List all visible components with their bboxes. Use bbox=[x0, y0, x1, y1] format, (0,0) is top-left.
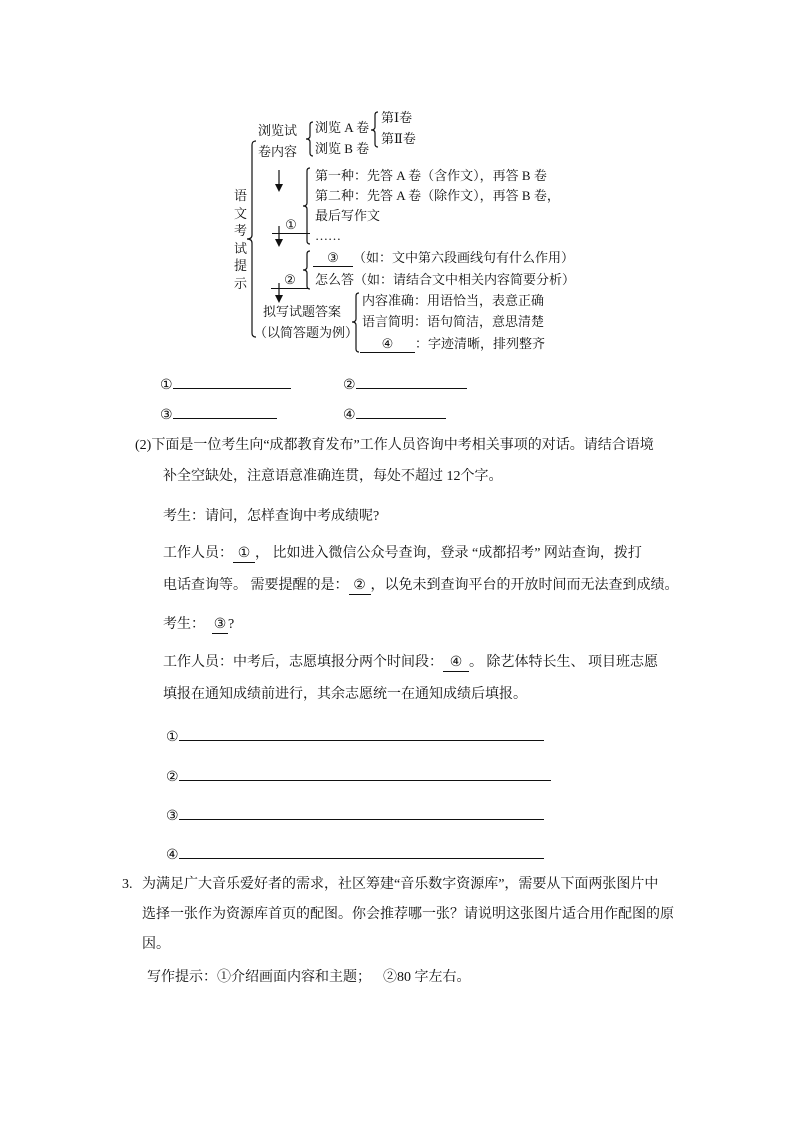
q2-answer-1-number: ① bbox=[166, 730, 179, 745]
q2-answer-3-number: ③ bbox=[166, 809, 179, 824]
dialogue-line-4-after: ? bbox=[228, 617, 235, 632]
q1-answer-3 bbox=[160, 403, 277, 426]
q3-writing-hint bbox=[147, 968, 471, 988]
how-to-answer: 怎么答（如：请结合文中相关内容简要分析） bbox=[315, 272, 576, 287]
answer-label-line-1: 拟写试题答案 bbox=[263, 304, 342, 319]
q1-answer-4-number: ④ bbox=[343, 408, 356, 423]
criteria-content: 内容准确：用语恰当，表意正确 bbox=[362, 293, 545, 308]
browse-label-line-2: 卷内容 bbox=[258, 144, 298, 159]
dialogue-line-5 bbox=[163, 653, 658, 673]
volume-1: 第Ⅰ卷 bbox=[381, 110, 413, 125]
down-arrow-icon-1 bbox=[275, 170, 283, 192]
answer-label-line-2: （以简答题为例） bbox=[254, 325, 359, 340]
q1-answer-1-number: ① bbox=[160, 378, 173, 393]
dialogue-line-5-before: 工作人员：中考后，志愿填报分两个时间段： bbox=[163, 655, 443, 670]
criteria-language: 语言简明：语句简洁，意思清楚 bbox=[362, 314, 545, 329]
q2-answer-2 bbox=[166, 765, 551, 788]
blank-3-label: ③ bbox=[313, 250, 353, 267]
browse-label-line-1: 浏览试 bbox=[258, 123, 298, 138]
order-option-2: 第二种：先答 A 卷（除作文），再答 B 卷， bbox=[315, 188, 560, 203]
diagram-blank-2 bbox=[258, 253, 309, 307]
order-option-ellipsis: …… bbox=[315, 228, 341, 243]
q1-answer-2-number: ② bbox=[343, 378, 356, 393]
dialogue-blank-2: ② bbox=[349, 578, 371, 595]
q2-answer-1-line bbox=[179, 725, 544, 741]
q1-answer-1-line bbox=[173, 373, 291, 389]
dialogue-line-2 bbox=[163, 544, 642, 564]
dialogue-line-6: 填报在通知成绩前进行，其余志愿统一在通知成绩后填报。 bbox=[163, 687, 527, 702]
q2-answer-3-line bbox=[179, 804, 544, 820]
blank-1-label: ① bbox=[272, 217, 310, 234]
q2-answer-4-line bbox=[179, 843, 544, 859]
dialogue-line-2-before: 工作人员： bbox=[163, 546, 233, 561]
dialogue-line-3 bbox=[163, 576, 679, 596]
main-brace bbox=[247, 141, 256, 337]
q3-hint-1: ①介绍画面内容和主题； bbox=[217, 970, 371, 985]
q2-prompt-text-1: 下面是一位考生向“成都教育发布”工作人员咨询中考相关事项的对话。请结合语境 bbox=[151, 438, 654, 453]
q1-answer-2 bbox=[343, 373, 467, 396]
blank-2-label: ② bbox=[271, 272, 309, 289]
q1-answer-3-line bbox=[173, 403, 277, 419]
dialogue-line-4-before: 考生： bbox=[163, 617, 212, 632]
q3-hint-2: ②80 字左右。 bbox=[383, 970, 471, 985]
blank-4-note: ：字迹清晰，排列整齐 bbox=[415, 336, 546, 351]
order-option-1: 第一种：先答 A 卷（含作文），再答 B 卷 bbox=[315, 168, 547, 183]
paper-b: 浏览 B 卷 bbox=[315, 141, 370, 156]
q2-answer-1 bbox=[166, 725, 544, 748]
q3-text-line-1: 为满足广大音乐爱好者的需求，社区筹建“音乐数字资源库”，需要从下面两张图片中 bbox=[142, 877, 659, 892]
paper-brace bbox=[306, 122, 313, 156]
q2-prompt-line-2: 补全空缺处，注意语意准确连贯，每处不超过 12个字。 bbox=[163, 469, 503, 484]
q2-prompt-line-1 bbox=[135, 436, 654, 456]
volume-2: 第Ⅱ卷 bbox=[381, 131, 416, 146]
dialogue-line-1: 考生：请问，怎样查询中考成绩呢? bbox=[163, 509, 380, 524]
q2-answer-2-line bbox=[179, 765, 551, 781]
q2-answer-4-number: ④ bbox=[166, 848, 179, 863]
diagram-vertical-title: 语文考试提示 bbox=[234, 188, 248, 291]
q2-number: (2) bbox=[135, 438, 152, 453]
q3-text-line-3: 因。 bbox=[142, 937, 170, 952]
q2-answer-3 bbox=[166, 804, 544, 827]
blank-3-note: （如：文中第六段画线句有什么作用） bbox=[353, 250, 575, 265]
q1-answer-3-number: ③ bbox=[160, 408, 173, 423]
q1-answer-1 bbox=[160, 373, 291, 396]
volume-brace bbox=[371, 112, 378, 147]
criteria-brace bbox=[352, 293, 359, 352]
criteria-blank-4-line bbox=[360, 335, 545, 353]
order-option-2-cont: 最后写作文 bbox=[315, 208, 381, 223]
q3-hint-label: 写作提示： bbox=[147, 970, 217, 985]
dialogue-line-3-before: 电话查询等。 需要提醒的是： bbox=[163, 578, 349, 593]
q2-answer-2-number: ② bbox=[166, 770, 179, 785]
q3-text-line-2: 选择一张作为资源库首页的配图。你会推荐哪一张？请说明这张图片适合用作配图的原 bbox=[142, 907, 674, 922]
dialogue-blank-1: ① bbox=[233, 546, 255, 563]
dialogue-blank-3: ③ bbox=[213, 617, 227, 632]
blank-4-label: ④ bbox=[360, 336, 415, 353]
q2-answer-4 bbox=[166, 843, 544, 866]
dialogue-blank-4: ④ bbox=[443, 655, 469, 672]
q3-number: 3. bbox=[122, 877, 133, 892]
q1-answer-4 bbox=[343, 403, 446, 426]
diagram-blank-1 bbox=[259, 198, 310, 252]
dialogue-line-3-after: ，以免未到查询平台的开放时间而无法查到成绩。 bbox=[370, 578, 679, 593]
dialogue-line-4 bbox=[163, 615, 234, 635]
dialogue-line-2-after: ， 比如进入微信公众号查询，登录 “成都招考” 网站查询，拨打 bbox=[255, 546, 642, 561]
dialogue-line-5-after: 。 除艺体特长生、 项目班志愿 bbox=[469, 655, 658, 670]
q1-answer-2-line bbox=[356, 373, 467, 389]
question-blank-3-line bbox=[313, 249, 574, 267]
q1-answer-4-line bbox=[356, 403, 446, 419]
paper-a: 浏览 A 卷 bbox=[315, 120, 370, 135]
